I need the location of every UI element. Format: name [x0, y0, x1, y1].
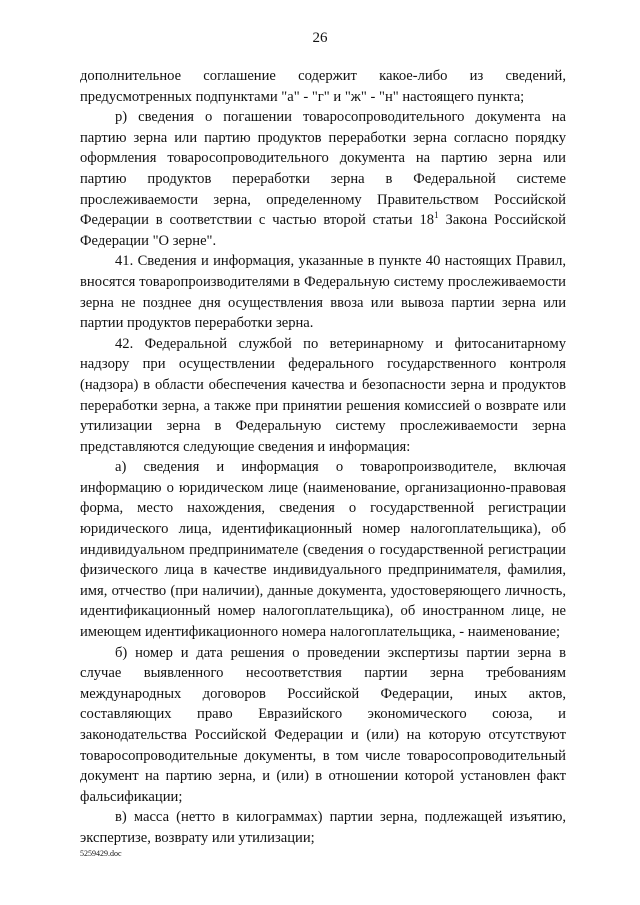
- document-body: [80, 66, 566, 849]
- paragraph-42: 42. Федеральной службой по ветеринарному и фитосанитарному надзору при осуществлении федерального государственного контроля (надзора) в области обеспечения качества и безопасности зерна и продуктов переработки зерна, а также при принятии решения комиссией о возврате или утилизации зерна в Федеральную систему прослеживаемости зерна представляются следующие сведения и информация:: [80, 335, 566, 455]
- paragraph-item-r: [80, 107, 566, 251]
- paragraph-item-r-text: р) сведения о погашении товаросопроводительного документа на партию зерна или партию продуктов переработки зерна согласно порядку оформления товаросопроводительного документа на партию зерна или партию продуктов переработки зерна в Федеральной системе прослеживаемости зерна, определенному Правительством Российской Федерации в соответствии с частью второй статьи 18: [80, 109, 566, 229]
- paragraph-item-a: а) сведения и информация о товаропроизводителе, включая информацию о юридическом лице (наименование, организационно-правовая форма, место нахождения, сведения о государственной регистрации юридического лица, идентификационный номер налогоплательщика), об индивидуальном предпринимателе (сведения о государственной регистрации физического лица в качестве индивидуального предпринимателя, фамилия, имя, отчество (при наличии), данные документа, удостоверяющего личность, идентификационный номер налогоплательщика), об иностранном лице, не имеющем идентификационного номера налогоплательщика, - наименование;: [80, 459, 566, 641]
- paragraph-item-r-text-end: Закона Российской Федерации "О зерне".: [80, 212, 566, 249]
- document-filename: 5259429.doc: [80, 849, 122, 858]
- paragraph-continuation: дополнительное соглашение содержит какое-либо из сведений, предусмотренных подпунктами "а" - "г" и "ж" - "н" настоящего пункта;: [80, 68, 566, 105]
- paragraph-41: 41. Сведения и информация, указанные в пункте 40 настоящих Правил, вносятся товаропроизводителями в Федеральную систему прослеживаемости зерна не позднее дня осуществления ввоза или вывоза партии зерна или партии продуктов переработки зерна.: [80, 253, 566, 332]
- paragraph-item-b: б) номер и дата решения о проведении экспертизы партии зерна в случае выявленного несоответствия партии зерна требованиям международных договоров Российской Федерации, иных актов, составляющих право Евразийского экономического союза, и законодательства Российской Федерации и (или) на которую отсутствуют товаросопроводительные документы, в том числе товаросопроводительный документ на партию зерна, и (или) в отношении которой установлен факт фальсификации;: [80, 644, 566, 805]
- page-number: 26: [312, 30, 328, 46]
- paragraph-item-v: в) масса (нетто в килограммах) партии зерна, подлежащей изъятию, экспертизе, возврату или утилизации;: [80, 809, 566, 846]
- superscript-article-number: 1: [434, 210, 439, 221]
